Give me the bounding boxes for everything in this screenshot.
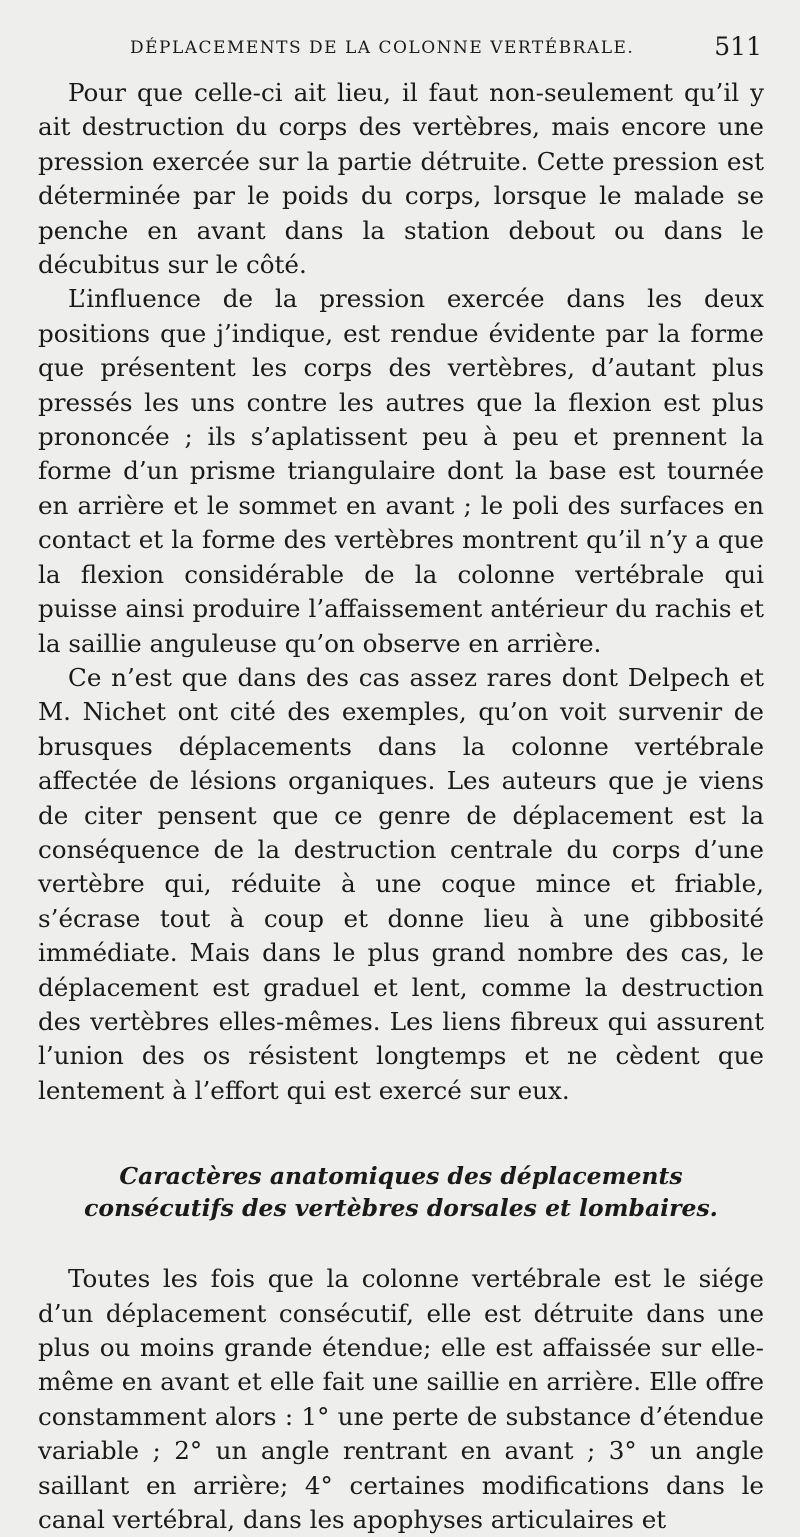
page-number: 511 (714, 32, 762, 61)
paragraph-pressure-cause: Pour que celle-ci ait lieu, il faut non-seulement qu’il y ait destruction du corps des vertèbres, mais encore une pression exercée sur la partie détruite. Cette pression est déterminée par le poids du corps, lorsque le malade se penche en avant dans la station debout ou dans le décubitus sur le côté. (38, 78, 764, 280)
paragraph-pressure-influence: L’influence de la pression exercée dans les deux positions que j’indique, est rendue évidente par la forme que présentent les corps des vertèbres, d’autant plus pressés les uns contre les autres que la flexion est plus prononcée ; ils s’aplatissent peu à peu et prennent la forme d’un prisme triangulaire dont la base est tournée en arrière et le sommet en avant ; le poli des surfaces en contact et la forme des vertèbres montrent qu’il n’y a que la flexion considérable de la colonne vertébrale qui puisse ainsi produire l’affaissement antérieur du rachis et la saillie anguleuse qu’on observe en arrière. (38, 284, 764, 658)
paragraph-anatomical-characters: Toutes les fois que la colonne vertébrale est le siége d’un déplacement consécutif, elle est détruite dans une plus ou moins grande étendue; elle est affaissée sur elle-même en avant et elle fait une saillie en arrière. Elle offre constamment alors : 1° une perte de substance d’étendue variable ; 2° un angle rentrant en avant ; 3° un angle saillant en arrière; 4° certaines modifications dans le canal vertébral, dans les apophyses articulaires et (38, 1264, 764, 1535)
running-title: DÉPLACEMENTS DE LA COLONNE VERTÉBRALE. (130, 38, 635, 58)
paragraph-sudden-displacement: Ce n’est que dans des cas assez rares dont Delpech et M. Nichet ont cité des exemples, qu’on voit survenir de brusques déplacements dans la colonne vertébrale affectée de lésions organiques. Les auteurs que je viens de citer pensent que ce genre de déplacement est la conséquence de la destruction centrale du corps d’une vertèbre qui, réduite à une coque mince et friable, s’écrase tout à coup et donne lieu à une gibbosité immédiate. Mais dans le plus grand nombre des cas, le déplacement est graduel et lent, comme la destruction des vertèbres elles-mêmes. Les liens fibreux qui assurent l’union des os résistent longtemps et ne cèdent que lentement à l’effort qui est exercé sur eux. (38, 662, 764, 1105)
running-head (38, 32, 764, 62)
section-heading: Caractères anatomiques des déplacements consécutifs des vertèbres dorsales et lombaires. (84, 1162, 718, 1223)
